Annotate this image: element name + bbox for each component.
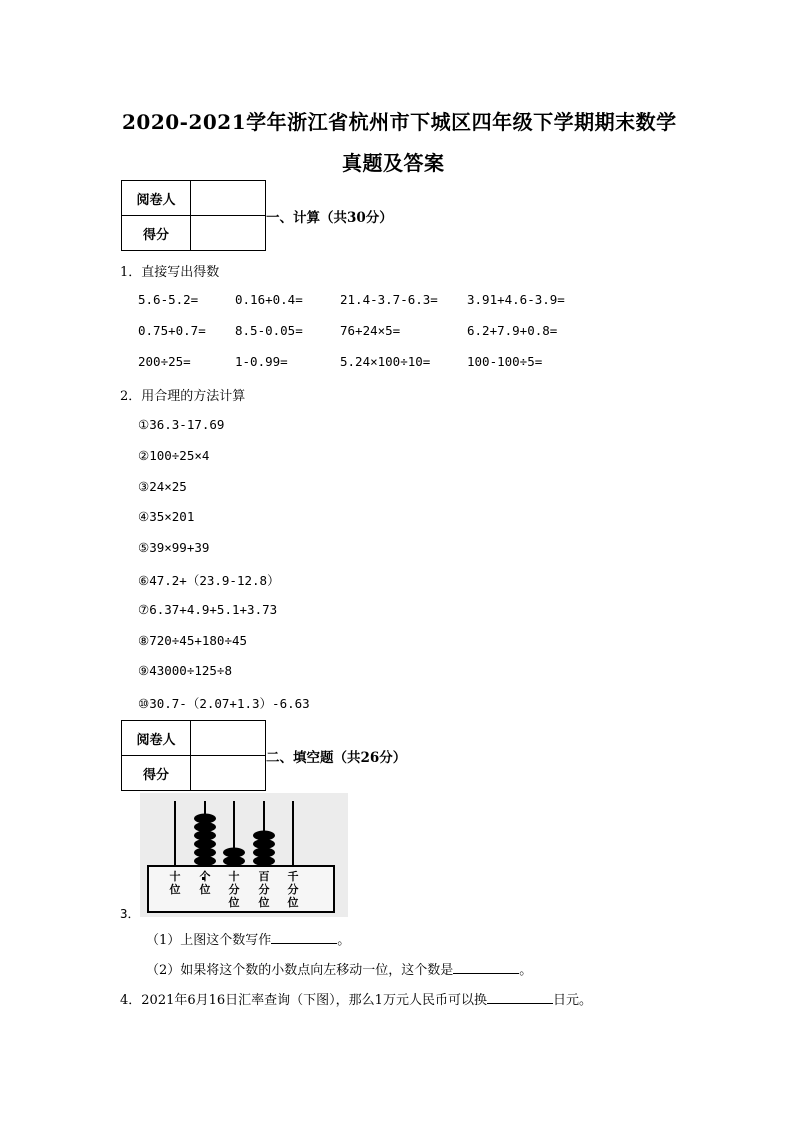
reviewer-cell xyxy=(191,721,266,756)
q3-sub1 xyxy=(146,929,350,948)
q2-item: ①36.3-17.69 xyxy=(138,417,225,432)
abacus-label: 个位 xyxy=(199,870,211,896)
score-label: 得分 xyxy=(122,216,191,251)
q1-expression: 100-100÷5= xyxy=(467,354,543,369)
q2-item: ②100÷25×4 xyxy=(138,447,210,463)
abacus-bead xyxy=(194,814,216,824)
section-2-heading: 二、填空题（共26分） xyxy=(266,750,407,766)
q2-label: 2．用合理的方法计算 xyxy=(120,389,246,404)
score-table-2 xyxy=(121,720,266,791)
q2-item: ⑥47.2+（23.9-12.8） xyxy=(138,573,280,588)
q2-item: ④35×201 xyxy=(138,509,195,525)
reviewer-cell xyxy=(191,181,266,216)
reviewer-label: 阅卷人 xyxy=(122,181,191,216)
score-label: 得分 xyxy=(122,756,191,791)
abacus-label: 十位 xyxy=(169,870,181,896)
q1-expression: 0.75+0.7= xyxy=(138,323,206,338)
q2-item: ⑧720÷45+180÷45 xyxy=(138,632,248,648)
q1-expression: 5.24×100÷10= xyxy=(340,354,431,369)
q3-number: 3． xyxy=(120,906,141,921)
q2-item: ⑤39×99+39 xyxy=(138,540,210,556)
q2-item: ③24×25 xyxy=(138,478,187,494)
abacus-label: 十分位 xyxy=(228,870,240,909)
title-line-1: 2020-2021学年浙江省杭州市下城区四年级下学期期末数学 xyxy=(122,110,677,134)
q4-end: 日元。 xyxy=(552,993,592,1008)
q4 xyxy=(120,989,592,1008)
q1-expression: 6.2+7.9+0.8= xyxy=(467,323,558,338)
q1-expression: 3.91+4.6-3.9= xyxy=(467,292,565,307)
q1-expression: 21.4-3.7-6.3= xyxy=(340,292,438,307)
score-table-1 xyxy=(121,180,266,251)
q3-sub1-text: （1）上图这个数写作 xyxy=(146,933,272,948)
abacus-drawing xyxy=(140,793,348,917)
section-1-heading: 一、计算（共30分） xyxy=(266,210,393,226)
q1-expression: 76+24×5= xyxy=(340,323,401,338)
answer-blank[interactable] xyxy=(271,943,337,944)
score-cell xyxy=(191,756,266,791)
score-cell xyxy=(191,216,266,251)
q3-sub2-end: 。 xyxy=(519,963,533,978)
q1-expression: 0.16+0.4= xyxy=(235,292,303,307)
answer-blank[interactable] xyxy=(487,1003,553,1004)
q3-sub2 xyxy=(146,959,532,978)
q1-label: 1．直接写出得数 xyxy=(120,265,220,280)
q3-sub1-end: 。 xyxy=(337,933,351,948)
abacus-label: 百分位 xyxy=(258,870,270,909)
q2-item: ⑦6.37+4.9+5.1+3.73 xyxy=(138,601,278,617)
q4-text: 4．2021年6月16日汇率查询（下图），那么1万元人民币可以换 xyxy=(120,993,487,1008)
q1-expression: 8.5-0.05= xyxy=(235,323,303,338)
abacus-label: 千分位 xyxy=(287,870,299,909)
abacus-bead xyxy=(253,831,275,841)
abacus-bead xyxy=(223,848,245,858)
q1-expression: 200÷25= xyxy=(138,354,191,369)
abacus-image xyxy=(140,793,348,917)
answer-blank[interactable] xyxy=(453,973,519,974)
q1-expression: 5.6-5.2= xyxy=(138,292,199,307)
q1-expression: 1-0.99= xyxy=(235,354,288,369)
reviewer-label: 阅卷人 xyxy=(122,721,191,756)
q2-item: ⑨43000÷125÷8 xyxy=(138,663,232,679)
q2-item: ⑩30.7-（2.07+1.3）-6.63 xyxy=(138,696,310,712)
q3-sub2-text: （2）如果将这个数的小数点向左移动一位，这个数是 xyxy=(146,963,454,978)
title-line-2: 真题及答案 xyxy=(342,151,445,175)
